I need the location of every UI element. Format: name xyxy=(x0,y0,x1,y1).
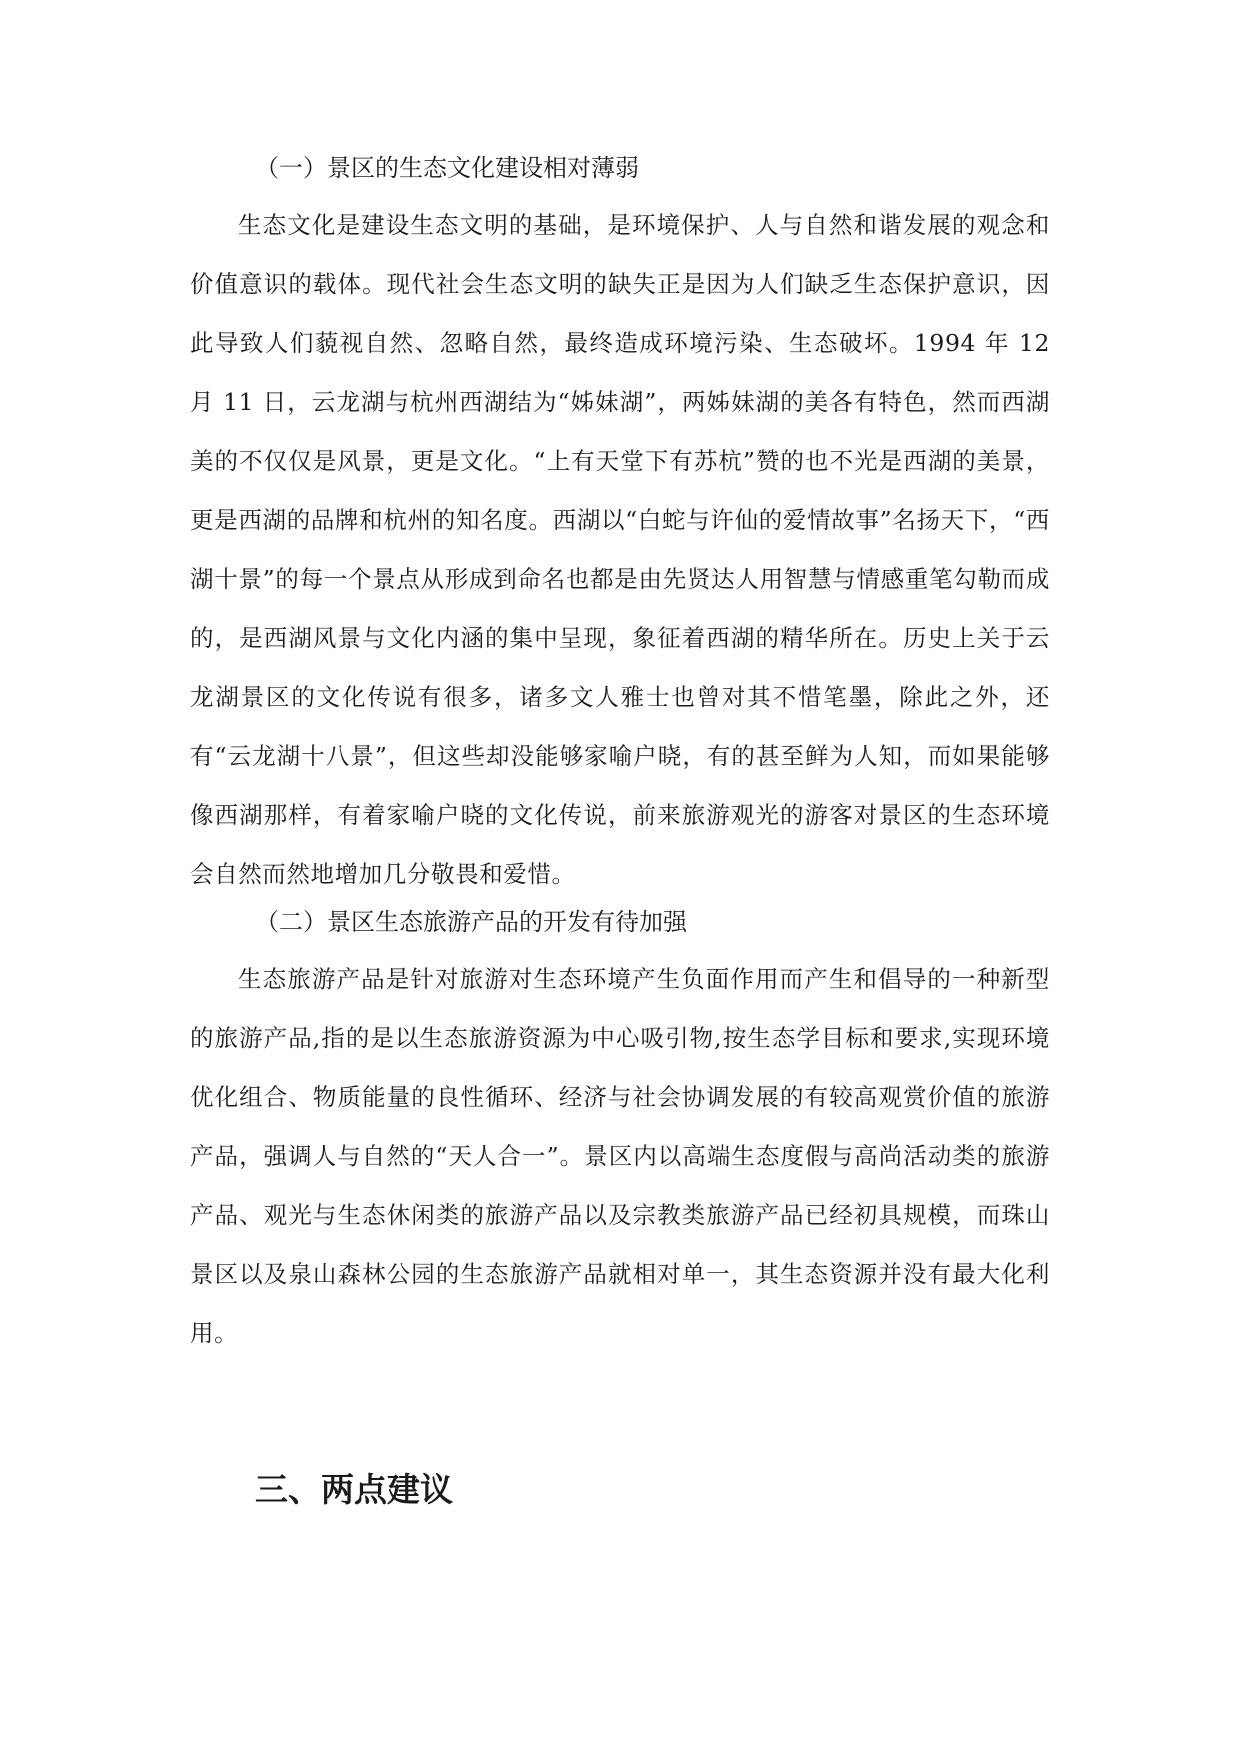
section-heading-1: （一）景区的生态文化建设相对薄弱 xyxy=(255,154,639,182)
paragraph-eco-culture: 生态文化是建设生态文明的基础，是环境保护、人与自然和谐发展的观念和价值意识的载体。现代社会生态文明的缺失正是因为人们缺乏生态保护意识，因此导致人们藐视自然、忽略自然，最终造成环境污染、生态破坏。1994 年 12 月 11 日，云龙湖与杭州西湖结为“姊妹湖”，两姊妹湖的美各有特色，然而西湖美的不仅仅是风景，更是文化。“上有天堂下有苏杭”赞的也不光是西湖的美景，更是西湖的品牌和杭州的知名度。西湖以“白蛇与许仙的爱情故事”名扬天下，“西湖十景”的每一个景点从形成到命名也都是由先贤达人用智慧与情感重笔勾勒而成的，是西湖风景与文化内涵的集中呈现，象征着西湖的精华所在。历史上关于云龙湖景区的文化传说有很多，诸多文人雅士也曾对其不惜笔墨，除此之外，还有“云龙湖十八景”，但这些却没能够家喻户晓，有的甚至鲜为人知，而如果能够像西湖那样，有着家喻户晓的文化传说，前来旅游观光的游客对景区的生态环境会自然而然地增加几分敬畏和爱惜。 xyxy=(190,211,1050,888)
chapter-heading-3: 三、两点建议 xyxy=(255,1470,453,1509)
section-body-2 xyxy=(190,950,1050,1363)
section-body-1 xyxy=(190,196,1050,904)
paragraph-eco-tourism-products: 生态旅游产品是针对旅游对生态环境产生负面作用而产生和倡导的一种新型的旅游产品,指的是以生态旅游资源为中心吸引物,按生态学目标和要求,实现环境优化组合、物质能量的良性循环、经济与社会协调发展的有较高观赏价值的旅游产品，强调人与自然的“天人合一”。景区内以高端生态度假与高尚活动类的旅游产品、观光与生态休闲类的旅游产品以及宗教类旅游产品已经初具规模，而珠山景区以及泉山森林公园的生态旅游产品就相对单一，其生态资源并没有最大化利用。 xyxy=(190,965,1050,1347)
section-heading-2: （二）景区生态旅游产品的开发有待加强 xyxy=(255,908,687,936)
